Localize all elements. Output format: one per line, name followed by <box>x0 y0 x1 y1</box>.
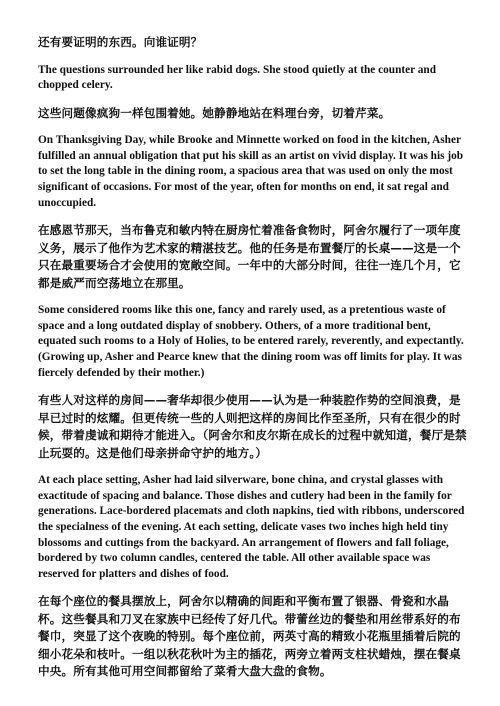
paragraph-zh-3: 在感恩节那天，当布鲁克和敏内特在厨房忙着准备食物时，阿舍尔履行了一项年度义务，展示了他作为艺术家的精湛技艺。他的任务是布置餐厅的长桌——这是一个只在最重要场合才会使用的宽敞空间。一年中的大部分时间，往往一连几个月，它都是威严而空荡地立在那里。 <box>38 223 461 290</box>
paragraph-en-4: At each place setting, Asher had laid silverware, bone china, and crystal glasses with exactitude of spacing and balance. Those dishes and cutlery had been in the family for generations. Lace-bordered placemats and cloth napkins, tied with ribbons, underscored the specialness of the evening. At each setting, delicate vases two inches high held tiny blossoms and cuttings from the backyard. An arrangement of flowers and fall foliage, bordered by two column candles, centered the table. All other available space was reserved for platters and dishes of food. <box>38 474 465 580</box>
paragraph-zh-4: 有些人对这样的房间——奢华却很少使用——认为是一种装腔作势的空间浪费，是早已过时的炫耀。但更传统一些的人则把这样的房间比作至圣所，只有在很少的时候，带着虔诚和期待才能进入。（阿舍尔和皮尔斯在成长的过程中就知道，餐厅是禁止玩耍的。这是他们母亲拼命守护的地方。） <box>38 393 467 460</box>
document-page <box>38 34 468 692</box>
paragraph-en-3: Some considered rooms like this one, fancy and rarely used, as a pretentious waste of space and a long outdated display of snobbery. Others, of a more traditional bent, equated such rooms to a Holy of Holies, to be entered rarely, reverently, and expectantly. (Growing up, Asher and Pearce knew that the dining room was off limits for play. It was fiercely defended by their mother.) <box>38 304 464 379</box>
paragraph-en-1: The questions surrounded her like rabid dogs. She stood quietly at the counter and chopped celery. <box>38 63 436 92</box>
paragraph-zh-1: 还有要证明的东西。向谁证明？ <box>38 35 203 49</box>
paragraph-zh-5: 在每个座位的餐具摆放上，阿舍尔以精确的间距和平衡布置了银器、骨瓷和水晶杯。这些餐具和刀叉在家族中已经传了好几代。带蕾丝边的餐垫和用丝带系好的布餐巾，突显了这个夜晚的特别。每个座位前，两英寸高的精致小花瓶里插着后院的细小花朵和枝叶。一组以秋花秋叶为主的插花，两旁立着两支柱状蜡烛，摆在餐桌中央。所有其他可用空间都留给了菜肴大盘大盘的食物。 <box>38 594 461 679</box>
paragraph-en-2: On Thanksgiving Day, while Brooke and Minnette worked on food in the kitchen, Asher fulfilled an annual obligation that put his skill as an artist on vivid display. It was his job to set the long table in the dining room, a spacious area that was used on only the most significant of occasions. For most of the year, often for months on end, it sat regal and unoccupied. <box>38 134 464 209</box>
paragraph-zh-2: 这些问题像疯狗一样包围着她。她静静地站在料理台旁，切着芹菜。 <box>38 105 391 120</box>
